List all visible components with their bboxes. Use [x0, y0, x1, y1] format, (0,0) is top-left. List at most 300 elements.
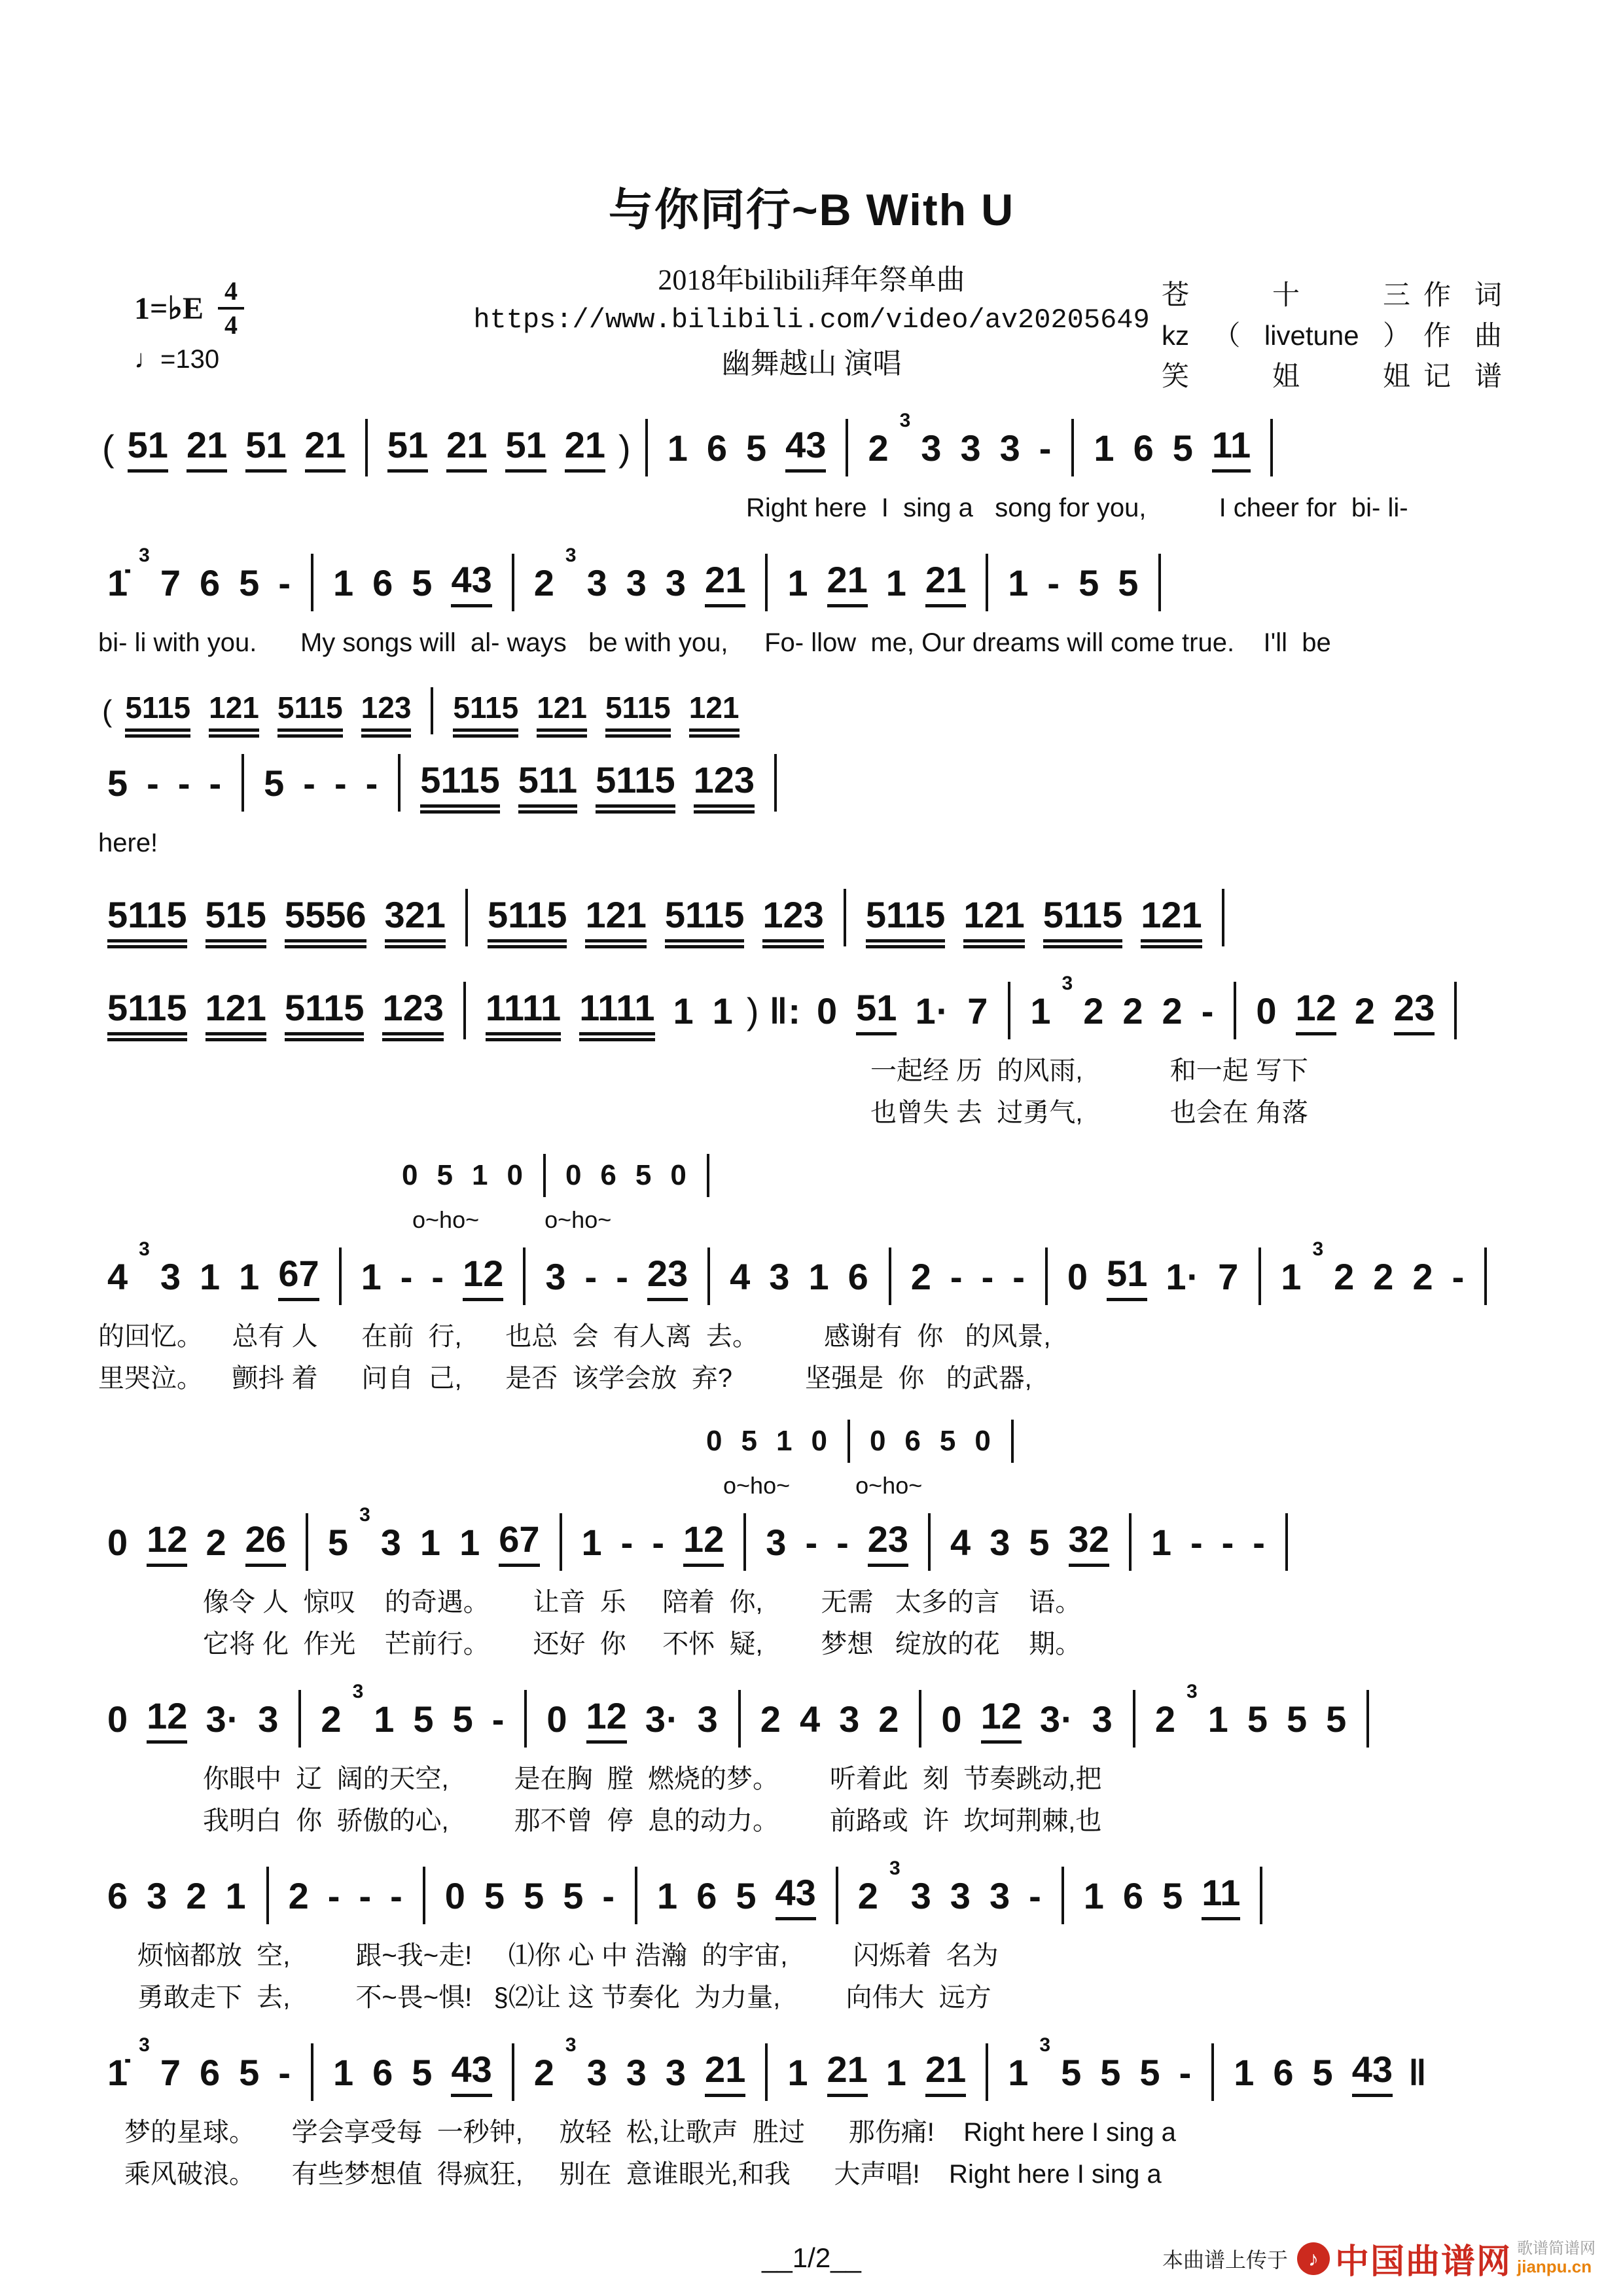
note: 0 — [816, 990, 838, 1031]
note-group-eighth: 67 — [278, 1252, 319, 1301]
note: - — [950, 1255, 963, 1297]
note: 0 — [507, 1159, 524, 1191]
composer-name: kz（livetune） — [1162, 320, 1410, 351]
note: 0 — [1067, 1255, 1089, 1297]
lyrics-line-3: here! — [98, 829, 158, 857]
note: - — [1012, 1255, 1026, 1297]
note: - — [365, 762, 379, 804]
note: 6 — [372, 2051, 394, 2093]
note: 2 — [1162, 990, 1183, 1031]
note: 0 — [706, 1425, 723, 1457]
bar-line — [986, 554, 988, 611]
bar-line — [423, 1867, 425, 1924]
note-group-eighth: 21 — [705, 2048, 745, 2097]
lyrics-line-7b: 它将 化 作光 芒前行。 还好 你 不怀 疑, 梦想 绽放的花 期。 — [203, 1630, 1082, 1659]
triplet-mark: 3 — [352, 1681, 364, 1702]
note: 5 — [264, 762, 285, 804]
note: 1 — [776, 1425, 793, 1457]
page-number: __1/2__ — [762, 2242, 861, 2273]
system-4 — [98, 878, 1525, 957]
note: 3 — [258, 1698, 279, 1740]
note: - — [1190, 1521, 1204, 1563]
note-group-eighth: 23 — [868, 1518, 908, 1567]
key-signature: 1=♭E — [134, 291, 204, 326]
subtitle-url: https://www.bilibili.com/video/av20205649 — [473, 304, 1150, 336]
bar-line — [1061, 1867, 1064, 1924]
note: - — [1253, 1521, 1266, 1563]
triplet-mark: 3 — [1039, 2034, 1051, 2056]
note: - — [278, 562, 291, 603]
note: - — [616, 1255, 629, 1297]
bar-line — [1285, 1513, 1288, 1571]
transcriber-name: 笑姐姐 — [1162, 361, 1410, 391]
note: 4 — [107, 1255, 129, 1297]
note: 0 — [546, 1698, 568, 1740]
credit-lyricist — [1162, 275, 1502, 315]
note: 5 — [239, 2051, 260, 2093]
parenthesis: ) — [746, 990, 759, 1031]
note-group-sixteenth: 5115 — [605, 690, 671, 732]
vocal-effect-labels-6: o~ho~ o~ho~ — [412, 1206, 612, 1233]
note-group-eighth: 12 — [981, 1695, 1022, 1744]
note-group-eighth: 23 — [1394, 986, 1435, 1035]
note-group-eighth: 51 — [505, 423, 546, 473]
lyricist-role: 作词 — [1423, 279, 1502, 310]
notes-line-4 — [98, 878, 1525, 957]
bar-line — [1222, 889, 1224, 946]
note-group-sixteenth: 5115 — [596, 759, 675, 808]
note: 5 — [437, 1159, 454, 1191]
parenthesis: ( — [102, 427, 115, 469]
bar-line — [311, 554, 313, 611]
note: 6 — [706, 427, 728, 469]
note: 3 — [665, 2051, 687, 2093]
note-group-sixteenth: 5115 — [285, 986, 365, 1035]
note: 6 — [200, 562, 221, 603]
note: 5 — [563, 1874, 584, 1916]
note: 2 — [288, 1874, 310, 1916]
note: - — [652, 1521, 665, 1563]
note: - — [1029, 1874, 1042, 1916]
note: 5 — [1100, 2051, 1122, 2093]
note: 5 — [635, 1159, 652, 1191]
watermark-subtext-block — [1517, 2240, 1596, 2276]
note: 1 — [459, 1521, 481, 1563]
note: 5 — [107, 762, 129, 804]
note: 3 — [839, 1698, 861, 1740]
note: 1 — [673, 990, 694, 1031]
bar-line — [1133, 1690, 1135, 1748]
note-group-sixteenth: 321 — [385, 893, 446, 942]
note: 4 — [730, 1255, 751, 1297]
note: 3 — [665, 562, 687, 603]
credit-transcriber — [1162, 356, 1502, 397]
note: 1̇ — [107, 562, 129, 603]
note: 5 — [484, 1874, 506, 1916]
notes-line-1 — [98, 408, 1525, 487]
note: - — [620, 1521, 634, 1563]
triplet-mark: 3 — [139, 545, 150, 566]
note-group-sixteenth: 121 — [1141, 893, 1202, 942]
note: 3· — [205, 1698, 240, 1740]
note: 0 — [444, 1874, 466, 1916]
bar-line — [986, 2043, 988, 2101]
note-group-eighth: 21 — [187, 423, 227, 473]
bar-line — [1270, 419, 1273, 476]
bar-line — [1454, 982, 1457, 1039]
song-title: 与你同行~B With U — [608, 185, 1015, 235]
note: 5 — [327, 1521, 349, 1563]
note-group-sixteenth: 123 — [382, 986, 443, 1035]
note: 5 — [1029, 1521, 1050, 1563]
note: 2 — [1373, 1255, 1395, 1297]
note: 5 — [746, 427, 768, 469]
note-group-sixteenth: 5115 — [453, 690, 518, 732]
bar-line — [523, 1247, 526, 1305]
transcriber-role: 记谱 — [1423, 361, 1502, 391]
lyrics-line-7a: 像令 人 惊叹 的奇遇。 让音 乐 陪着 你, 无需 太多的言 语。 — [203, 1588, 1082, 1617]
triplet-mark: 3 — [139, 1238, 150, 1260]
note: 3 — [910, 1874, 932, 1916]
note: - — [278, 2051, 291, 2093]
note: 1 — [1207, 1698, 1229, 1740]
subtitle-performer: 幽舞越山 演唱 — [721, 348, 902, 380]
note: 3 — [626, 562, 647, 603]
bar-line — [560, 1513, 562, 1571]
note: 1 — [332, 562, 355, 603]
watermark-domain: jianpu.cn — [1517, 2257, 1592, 2277]
lyrics-line-6a: 的回忆。 总有 人 在前 行, 也总 会 有人离 去。 感谢有 你 的风景, — [98, 1322, 1051, 1351]
lyrics-line-8b: 我明白 你 骄傲的心, 那不曾 停 息的动力。 前路或 许 坎坷荆棘,也 — [203, 1806, 1102, 1835]
note: 4 — [950, 1521, 972, 1563]
bar-line — [463, 982, 466, 1039]
note: 6 — [1273, 2051, 1294, 2093]
note: 1̇ — [107, 2051, 129, 2093]
note: 5 — [239, 562, 260, 603]
parenthesis: ( — [102, 694, 113, 728]
note: 5 — [524, 1874, 545, 1916]
triplet-mark: 3 — [1312, 1238, 1324, 1260]
note: 6 — [696, 1874, 718, 1916]
note: - — [334, 762, 348, 804]
note: - — [431, 1255, 445, 1297]
note: 2 — [533, 2051, 555, 2093]
note: 7 — [160, 562, 181, 603]
triplet-mark: 3 — [889, 1857, 901, 1879]
note: - — [1179, 2051, 1192, 2093]
note: 1 — [1094, 427, 1115, 469]
lyrics-line-6b: 里哭泣。 颤抖 着 问自 己, 是否 该学会放 弃? 坚强是 你 的武器, — [98, 1364, 1032, 1393]
note: 0 — [565, 1159, 582, 1191]
note: 1 — [1030, 990, 1052, 1031]
bar-line — [847, 1420, 850, 1463]
note-group-sixteenth: 121 — [689, 690, 740, 732]
note-group-eighth: 12 — [586, 1695, 627, 1744]
note: 1 — [225, 1874, 247, 1916]
note-group-eighth: 12 — [147, 1695, 187, 1744]
note: 2 — [857, 1874, 879, 1916]
note: - — [805, 1521, 819, 1563]
note-group-sixteenth: 121 — [205, 986, 266, 1035]
bar-line — [524, 1690, 527, 1748]
bar-line — [512, 554, 514, 611]
note: 1· — [1166, 1255, 1200, 1297]
note: - — [1047, 562, 1061, 603]
note-group-eighth: 21 — [705, 558, 745, 607]
note: 3 — [160, 1255, 181, 1297]
note-group-eighth: 21 — [565, 423, 605, 473]
music-note-logo-icon: ♪ — [1297, 2242, 1330, 2275]
note-group-sixteenth: 5556 — [285, 893, 366, 942]
note-group-eighth: 43 — [776, 1871, 816, 1920]
note-group-sixteenth: 5115 — [420, 759, 500, 808]
note-group-eighth: 43 — [451, 558, 491, 607]
bar-line — [1158, 554, 1161, 611]
note-group-sixteenth: 515 — [205, 893, 266, 942]
note-group-eighth: 51 — [856, 986, 897, 1035]
lyrics-line-5b: 也曾失 去 过勇气, 也会在 角落 — [870, 1098, 1308, 1127]
note: 3· — [1039, 1698, 1074, 1740]
note-group-eighth: 12 — [147, 1518, 187, 1567]
watermark-site-name: 歌谱简谱网 — [1517, 2240, 1596, 2257]
note-group-sixteenth: 121 — [585, 893, 646, 942]
notes-line-3 — [98, 744, 1525, 822]
note: 1 — [1008, 2051, 1029, 2093]
note-group-sixteenth: 5115 — [277, 690, 343, 732]
note-group-eighth: 51 — [128, 423, 168, 473]
note: 5 — [939, 1425, 957, 1457]
note: 0 — [941, 1698, 963, 1740]
system-6 — [98, 1148, 1525, 1399]
tempo-marking: ♩=130 — [134, 345, 220, 374]
bar-line — [919, 1690, 921, 1748]
note: 1 — [361, 1255, 382, 1297]
bar-line — [398, 754, 401, 812]
lyrics-line-10a: 梦的星球。 学会享受每 一秒钟, 放轻 松,让歌声 胜过 那伤痛! Right here I sing a — [124, 2118, 1176, 2147]
note: 3 — [626, 2051, 647, 2093]
note: 2 — [533, 562, 555, 603]
bar-line — [1258, 1247, 1261, 1305]
note-group-eighth: 21 — [925, 558, 966, 607]
note-group-eighth: 21 — [305, 423, 346, 473]
note: 0 — [107, 1521, 129, 1563]
note: 5 — [1139, 2051, 1161, 2093]
notes-line-5 — [98, 971, 1525, 1050]
lyrics-line-9a: 烦恼都放 空, 跟~我~走! ⑴你 心 中 浩瀚 的宇宙, 闪烁着 名为 — [137, 1941, 999, 1970]
note: 2 — [878, 1698, 900, 1740]
note-group-sixteenth: 5115 — [107, 986, 187, 1035]
note: 1 — [712, 990, 734, 1031]
note: - — [1039, 427, 1052, 469]
credit-composer — [1162, 315, 1502, 356]
bar-line — [1234, 982, 1236, 1039]
note: - — [147, 762, 160, 804]
bar-line — [743, 1513, 746, 1571]
bar-line — [844, 889, 846, 946]
note: 3 — [766, 1521, 787, 1563]
system-9 — [98, 1856, 1525, 2018]
note: 0 — [107, 1698, 129, 1740]
note: 1 — [1150, 1521, 1172, 1563]
triplet-mark: 3 — [565, 545, 577, 566]
notes-line-2 — [98, 543, 1525, 622]
note: 5 — [1312, 2051, 1334, 2093]
note: - — [1201, 990, 1215, 1031]
notes-line-10 — [98, 2033, 1525, 2111]
note: 1 — [1281, 1255, 1302, 1297]
note: 1 — [1008, 562, 1029, 603]
note: - — [1452, 1255, 1465, 1297]
note-group-sixteenth: 5115 — [125, 690, 190, 732]
note: 5 — [452, 1698, 474, 1740]
bar-line — [512, 2043, 514, 2101]
note: 6 — [1122, 1874, 1145, 1916]
note-group-eighth: 21 — [446, 423, 487, 473]
note: 2 — [910, 1255, 932, 1297]
note: 3 — [950, 1874, 971, 1916]
note: 5 — [1286, 1698, 1308, 1740]
note-group-eighth: 26 — [245, 1518, 286, 1567]
note: 1 — [1234, 2051, 1255, 2093]
note: 2 — [205, 1521, 227, 1563]
note: 1 — [200, 1255, 221, 1297]
note: 2 — [186, 1874, 207, 1916]
note: 5 — [736, 1874, 757, 1916]
note: 1 — [1083, 1874, 1105, 1916]
note: - — [836, 1521, 849, 1563]
note: 1 — [657, 1874, 679, 1916]
note: 2 — [1154, 1698, 1176, 1740]
note-group-eighth: 67 — [499, 1518, 539, 1567]
note: 5 — [412, 2051, 433, 2093]
note: 0 — [811, 1425, 828, 1457]
bar-line — [774, 754, 777, 812]
note: 0 — [670, 1159, 687, 1191]
bar-line — [928, 1513, 931, 1571]
note-group-sixteenth: 1111 — [579, 986, 654, 1035]
bar-line — [846, 419, 848, 476]
lyrics-line-9b: 勇敢走下 去, 不~畏~惧! §⑵让 这 节奏化 为力量, 向伟大 远方 — [137, 1983, 991, 2012]
triplet-mark: 3 — [139, 2034, 150, 2056]
note: 1 — [885, 562, 907, 603]
bar-line — [543, 1154, 546, 1197]
note: 2 — [1354, 990, 1376, 1031]
note: - — [359, 1874, 372, 1916]
note: 3 — [989, 1874, 1011, 1916]
bar-line — [738, 1690, 741, 1748]
note: 1 — [885, 2051, 907, 2093]
system-8 — [98, 1679, 1525, 1842]
note: 6 — [600, 1159, 617, 1191]
note-group-eighth: 32 — [1069, 1518, 1109, 1567]
note: - — [1221, 1521, 1235, 1563]
note: - — [584, 1255, 598, 1297]
credits-block — [1162, 275, 1502, 397]
bar-line — [889, 1247, 891, 1305]
note: 6 — [1133, 427, 1154, 469]
time-signature — [218, 278, 244, 338]
note: 0 — [402, 1159, 419, 1191]
bar-line — [1011, 1420, 1014, 1463]
bar-line — [707, 1247, 710, 1305]
note-group-eighth: 12 — [683, 1518, 724, 1567]
note-group-sixteenth: 123 — [762, 893, 823, 942]
vocal-effect-labels-7: o~ho~ o~ho~ — [723, 1472, 923, 1499]
note: 5 — [741, 1425, 758, 1457]
note: - — [400, 1255, 414, 1297]
bar-line — [365, 419, 368, 476]
triplet-mark: 3 — [899, 410, 911, 431]
note: 5 — [1061, 2051, 1082, 2093]
watermark — [1162, 2234, 1596, 2283]
note: 2 — [760, 1698, 781, 1740]
bar-line — [465, 889, 468, 946]
note: 1 — [471, 1159, 489, 1191]
note-group-sixteenth: 121 — [537, 690, 587, 732]
note: - — [491, 1698, 505, 1740]
lyrics-line-2: bi- li with you. My songs will al- ways be with you, Fo- llow me, Our dreams will come true. I'll be — [98, 628, 1331, 657]
bar-line — [707, 1154, 709, 1197]
note: 3 — [769, 1255, 791, 1297]
note: 1· — [915, 990, 950, 1031]
note: - — [390, 1874, 403, 1916]
bar-line — [311, 2043, 313, 2101]
bar-line — [1071, 419, 1074, 476]
note: 3 — [1092, 1698, 1113, 1740]
note-group-eighth: 43 — [451, 2048, 491, 2097]
triplet-mark: 3 — [1061, 973, 1073, 994]
note: 5 — [1079, 562, 1100, 603]
note-group-eighth: 12 — [1296, 986, 1336, 1035]
note: 6 — [107, 1874, 129, 1916]
note-group-eighth: 21 — [925, 2048, 966, 2097]
note-group-sixteenth: 511 — [518, 759, 577, 808]
note-group-sixteenth: 5115 — [107, 893, 187, 942]
note: - — [177, 762, 191, 804]
note: 5 — [1118, 562, 1139, 603]
bar-line — [645, 419, 648, 476]
note: 7 — [1218, 1255, 1240, 1297]
note-group-eighth: 23 — [647, 1252, 688, 1301]
watermark-prefix-text: 本曲谱上传于 — [1162, 2248, 1288, 2272]
note: - — [327, 1874, 341, 1916]
note: 5 — [1247, 1698, 1268, 1740]
note: 1 — [787, 562, 809, 603]
note: 2 — [321, 1698, 342, 1740]
lyrics-line-1: Right here I sing a song for you, I cheer for bi- li- — [746, 493, 1408, 522]
note-group-eighth: 51 — [387, 423, 428, 473]
note: 3 — [960, 427, 982, 469]
note-group-sixteenth: 5115 — [866, 893, 946, 942]
note: 6 — [372, 562, 394, 603]
triplet-mark: 3 — [1186, 1681, 1198, 1702]
note: 1 — [667, 427, 688, 469]
notes-line-9 — [98, 1856, 1525, 1935]
time-signature-top: 4 — [224, 276, 238, 306]
note: 7 — [160, 2051, 181, 2093]
note-group-eighth: 21 — [827, 558, 868, 607]
note: 0 — [974, 1425, 991, 1457]
note: 1 — [787, 2051, 809, 2093]
bar-line — [339, 1247, 342, 1305]
note: 6 — [904, 1425, 921, 1457]
system-5 — [98, 971, 1525, 1134]
note: 2 — [868, 427, 889, 469]
note-group-eighth: 21 — [827, 2048, 868, 2097]
bar-line — [1260, 1867, 1262, 1924]
bar-line — [1129, 1513, 1132, 1571]
note: 5 — [1162, 1874, 1184, 1916]
